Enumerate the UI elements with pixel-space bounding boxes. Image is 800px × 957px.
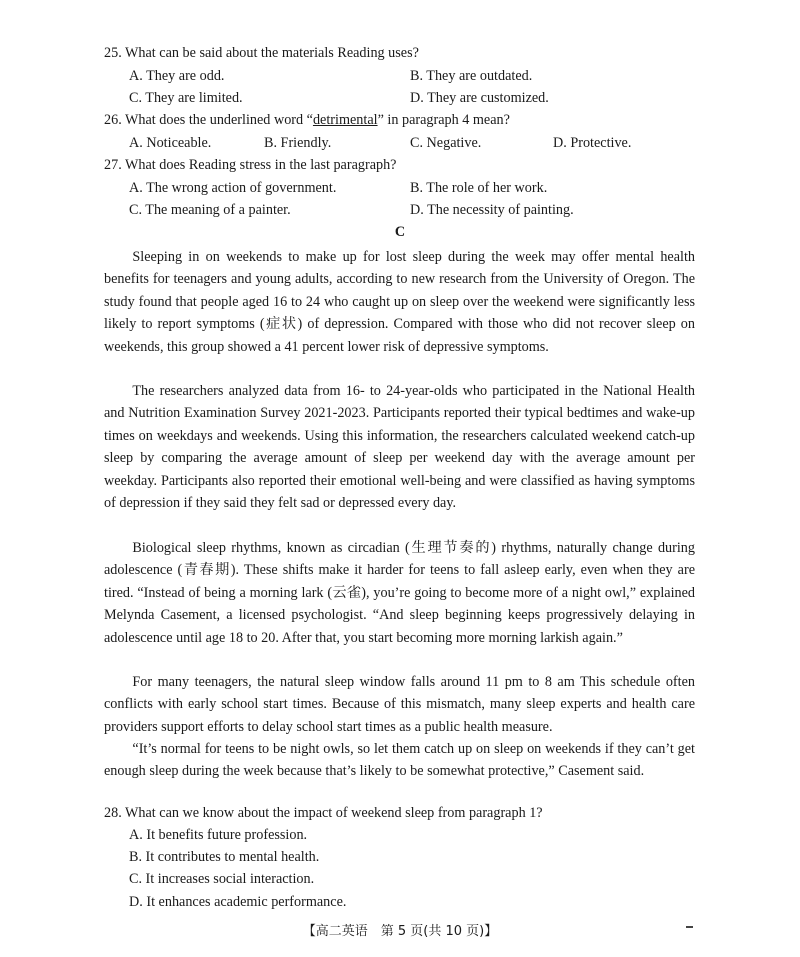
page-footer: 【高二英语 第 5 页(共 10 页)】	[302, 924, 498, 939]
section-label: C	[394, 224, 406, 240]
question-26-stem-before: 26. What does the underlined word “	[104, 112, 313, 128]
question-25-option-d: D. They are customized.	[410, 90, 549, 106]
question-27-stem: 27. What does Reading stress in the last paragraph?	[104, 157, 397, 173]
passage-paragraph-4: For many teenagers, the natural sleep window falls around 11 pm to 8 am This schedule often conflicts with early school start times. Because of this mismatch, many sleep experts and health care providers support efforts to delay school start times as a public health measure.	[104, 674, 695, 735]
question-27-option-a: A. The wrong action of government.	[129, 180, 337, 196]
question-26-option-d: D. Protective.	[553, 135, 632, 151]
question-28-option-d: D. It enhances academic performance.	[129, 894, 347, 910]
scan-mark	[686, 926, 693, 928]
underlined-word: detrimental	[312, 112, 378, 128]
passage-paragraph-3: Biological sleep rhythms, known as circadian (生理节奏的) rhythms, naturally change during adolescence (青春期). These shifts make it harder for teens to fall asleep early, even when they are tired. “Instead of being a morning lark (云雀), you’re going to become more of a night owl,” explained Melynda Casement, a licensed psychologist. “And sleep beginning keeps progressively delaying in adolescence until age 18 to 20. After that, you start becoming more morning larkish again.”	[104, 540, 695, 646]
question-27-option-d: D. The necessity of painting.	[410, 202, 574, 218]
question-26-stem-after: ” in paragraph 4 mean?	[377, 112, 510, 128]
question-25-option-c: C. They are limited.	[129, 90, 243, 106]
passage-paragraph-5: “It’s normal for teens to be night owls, so let them catch up on sleep on weekends if they can’t get enough sleep during the week because that’s likely to be somewhat protective,” Casement said.	[104, 741, 695, 780]
question-25-option-b: B. They are outdated.	[410, 68, 533, 84]
question-26-option-c: C. Negative.	[410, 135, 482, 151]
question-27-option-b: B. The role of her work.	[410, 180, 548, 196]
passage-paragraph-1: Sleeping in on weekends to make up for lost sleep during the week may offer mental health benefits for teenagers and young adults, according to new research from the University of Oregon. The study found that people aged 16 to 24 who caught up on sleep over the weekend were significantly less likely to report symptoms (症状) of depression. Compared with those who did not recover sleep on weekends, this group showed a 41 percent lower risk of depressive symptoms.	[104, 249, 695, 355]
question-26-option-b: B. Friendly.	[264, 135, 332, 151]
question-25-option-a: A. They are odd.	[129, 68, 225, 84]
question-26-option-a: A. Noticeable.	[129, 135, 212, 151]
question-28-option-a: A. It benefits future profession.	[129, 827, 308, 843]
question-28-stem: 28. What can we know about the impact of weekend sleep from paragraph 1?	[104, 805, 543, 821]
question-25-stem: 25. What can be said about the materials Reading uses?	[104, 45, 419, 61]
question-26-stem	[104, 112, 510, 129]
question-27-option-c: C. The meaning of a painter.	[129, 202, 291, 218]
question-28-option-b: B. It contributes to mental health.	[129, 849, 320, 865]
passage-paragraph-2: The researchers analyzed data from 16- to 24-year-olds who participated in the National Health and Nutrition Examination Survey 2021-2023. Participants reported their typical bedtimes and wake-up times on weekdays and weekends. Using this information, the researchers calculated weekend catch-up sleep by comparing the average amount of sleep per weekend day with the average amount per weekday. Participants also reported their emotional well-being and were classified as having symptoms of depression if they said they felt sad or depressed every day.	[104, 383, 695, 512]
question-28-option-c: C. It increases social interaction.	[129, 871, 315, 887]
